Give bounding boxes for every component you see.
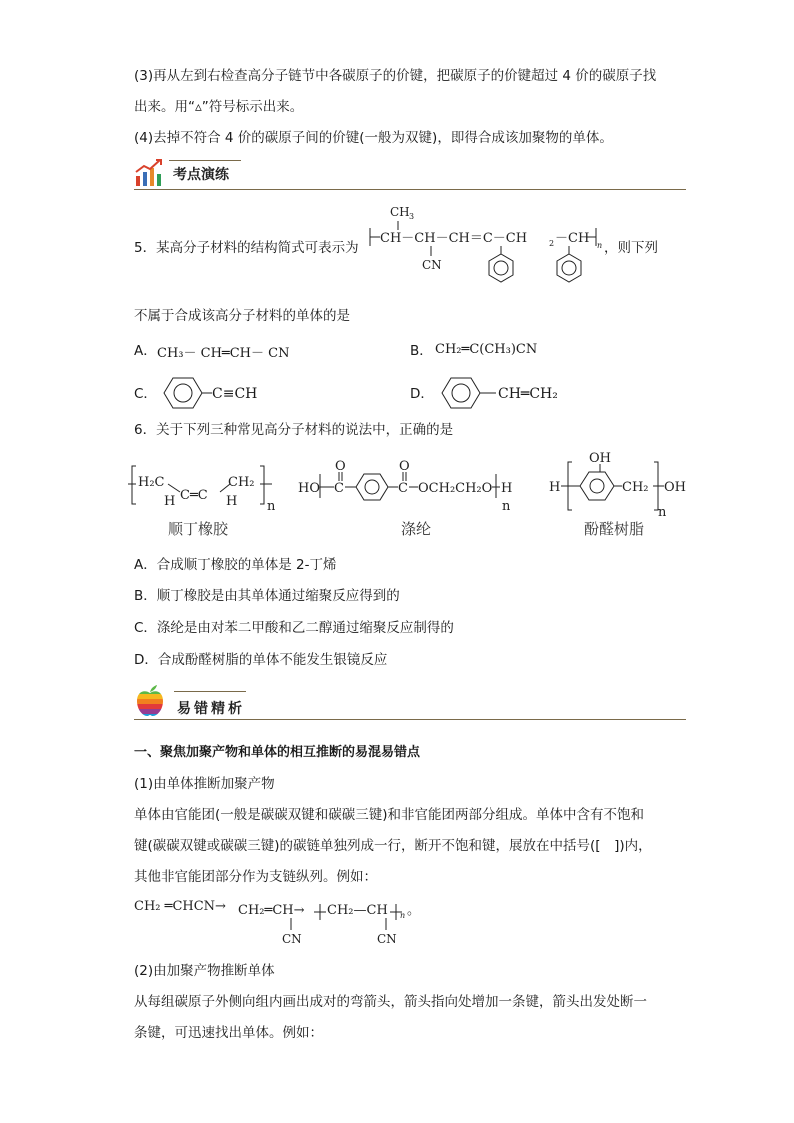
example-cn-2: CN bbox=[377, 932, 397, 946]
q6-resin-oh: OH bbox=[664, 480, 686, 495]
q5-polymer-structure bbox=[368, 200, 603, 292]
q6-rubber-h-right: H bbox=[226, 494, 238, 509]
part1-para1c: 其他非官能团部分作为支链纵列。例如： bbox=[134, 869, 377, 885]
apple-icon bbox=[134, 684, 166, 718]
q5-option-b-label: B． bbox=[410, 343, 433, 359]
intro-line-3b: 出来。用“▵”符号标示出来。 bbox=[134, 99, 304, 115]
q6-resin-name: 酚醛树脂 bbox=[584, 520, 645, 538]
part1-heading: 一、聚焦加聚产物和单体的相互推断的易混易错点 bbox=[134, 745, 421, 760]
q6-resin-ch2: CH₂ bbox=[622, 480, 649, 495]
example-cn-1: CN bbox=[282, 932, 302, 946]
q5-option-d-label: D． bbox=[410, 386, 434, 402]
q6-option-d: D．合成酚醛树脂的单体不能发生银镜反应 bbox=[134, 652, 388, 668]
q6-option-b: B．顺丁橡胶是由其单体通过缩聚反应得到的 bbox=[134, 588, 400, 604]
example-poly: CH₂—CH bbox=[327, 903, 388, 918]
q5-stem-part-c: 不属于合成该高分子材料的单体的是 bbox=[134, 308, 350, 324]
q5-ch3-sub: 3 bbox=[409, 212, 415, 221]
q6-pet-h: H bbox=[501, 481, 513, 496]
part1-para1b: 键(碳碳双键或碳碳三键)的碳链单独列成一行，断开不饱和键，展放在中括号([ ])内， bbox=[134, 838, 652, 854]
example-monomer: CH₂ ═CHCN→ bbox=[134, 899, 226, 914]
q6-rubber-n: n bbox=[267, 499, 276, 514]
q6-pet-c2: C bbox=[398, 481, 408, 496]
q6-rubber-h-left: H bbox=[164, 494, 176, 509]
q6-pet-n: n bbox=[502, 499, 511, 514]
q6-pet-o1: O bbox=[335, 459, 346, 474]
part1-para2a: 从每组碳原子外侧向组内画出成对的弯箭头，箭头指向处增加一条键，箭头出发处断一 bbox=[134, 994, 647, 1010]
example-mid: CH₂═CH→ bbox=[238, 903, 305, 918]
q5-stem-part-a: 5．某高分子材料的结构简式可表示为 bbox=[134, 240, 359, 256]
q6-resin-h: H bbox=[549, 480, 561, 495]
example-n: n bbox=[400, 911, 406, 920]
q5-stem-part-b: ，则下列 bbox=[604, 240, 658, 256]
intro-line-4: (4)去掉不符合 4 价的碳原子间的价键(一般为双键)，即得合成该加聚物的单体。 bbox=[134, 130, 613, 146]
q6-pet-structure bbox=[296, 454, 518, 514]
q6-resin-n: n bbox=[658, 505, 667, 520]
q5-option-c-label: C． bbox=[134, 386, 157, 402]
q6-pet-o2: O bbox=[399, 459, 410, 474]
q5-option-b: CH₂═C(CH₃)CN bbox=[435, 342, 538, 357]
q6-resin-structure bbox=[546, 448, 692, 518]
section-title-errors: 易错精析 bbox=[177, 701, 245, 717]
part1-sub1: (1)由单体推断加聚产物 bbox=[134, 776, 275, 792]
q6-pet-ho: HO bbox=[298, 481, 320, 496]
part1-para1a: 单体由官能团(一般是碳碳双键和碳碳三键)和非官能团两部分组成。单体中含有不饱和 bbox=[134, 807, 645, 823]
part1-sub2: (2)由加聚产物推断单体 bbox=[134, 963, 275, 979]
q5-chain-end: －CH bbox=[555, 231, 590, 246]
q6-pet-tail: OCH₂CH₂O bbox=[418, 481, 493, 496]
bar-chart-icon bbox=[134, 158, 164, 188]
q6-rubber-c-eq-c: C═C bbox=[180, 488, 208, 503]
q5-option-d-benzene bbox=[434, 375, 498, 411]
q6-pet-c1: C bbox=[334, 481, 344, 496]
q5-ch3: CH bbox=[390, 205, 410, 219]
q6-stem: 6．关于下列三种常见高分子材料的说法中，正确的是 bbox=[134, 422, 454, 438]
q6-rubber-h2c: H₂C bbox=[138, 475, 165, 490]
section-divider-short-2 bbox=[174, 691, 246, 692]
q5-main-chain: CH－CH－CH＝C－CH bbox=[380, 231, 528, 246]
q5-n: n bbox=[597, 241, 603, 250]
q6-rubber-structure bbox=[128, 458, 280, 512]
section-title-practice: 考点演练 bbox=[173, 167, 229, 183]
q6-polyester-name: 涤纶 bbox=[401, 520, 432, 538]
q5-option-c-benzene bbox=[154, 375, 212, 411]
section-divider-short bbox=[169, 160, 241, 161]
section-divider-2 bbox=[134, 719, 686, 720]
q6-option-a: A．合成顺丁橡胶的单体是 2-丁烯 bbox=[134, 557, 337, 573]
q5-option-d: CH═CH₂ bbox=[498, 386, 558, 402]
q5-ch2-sub: 2 bbox=[549, 239, 555, 248]
part1-example-reaction bbox=[134, 894, 454, 948]
q5-option-a-label: A． bbox=[134, 343, 157, 359]
q6-rubber-ch2: CH₂ bbox=[228, 475, 255, 490]
q5-cn: CN bbox=[422, 258, 442, 272]
q6-rubber-name: 顺丁橡胶 bbox=[168, 520, 229, 538]
q6-option-c: C．涤纶是由对苯二甲酸和乙二醇通过缩聚反应制得的 bbox=[134, 620, 454, 636]
q5-option-a: CH₃－ CH═CH－ CN bbox=[157, 346, 290, 361]
intro-line-3a: (3)再从左到右检查高分子链节中各碳原子的价键，把碳原子的价键超过 4 价的碳原子找 bbox=[134, 68, 657, 84]
section-divider bbox=[134, 189, 686, 190]
q6-resin-oh-top: OH bbox=[589, 451, 611, 466]
q5-option-c: C≡CH bbox=[212, 386, 258, 402]
part1-para2b: 条键，可迅速找出单体。例如： bbox=[134, 1025, 323, 1041]
example-end: 。 bbox=[407, 903, 421, 918]
